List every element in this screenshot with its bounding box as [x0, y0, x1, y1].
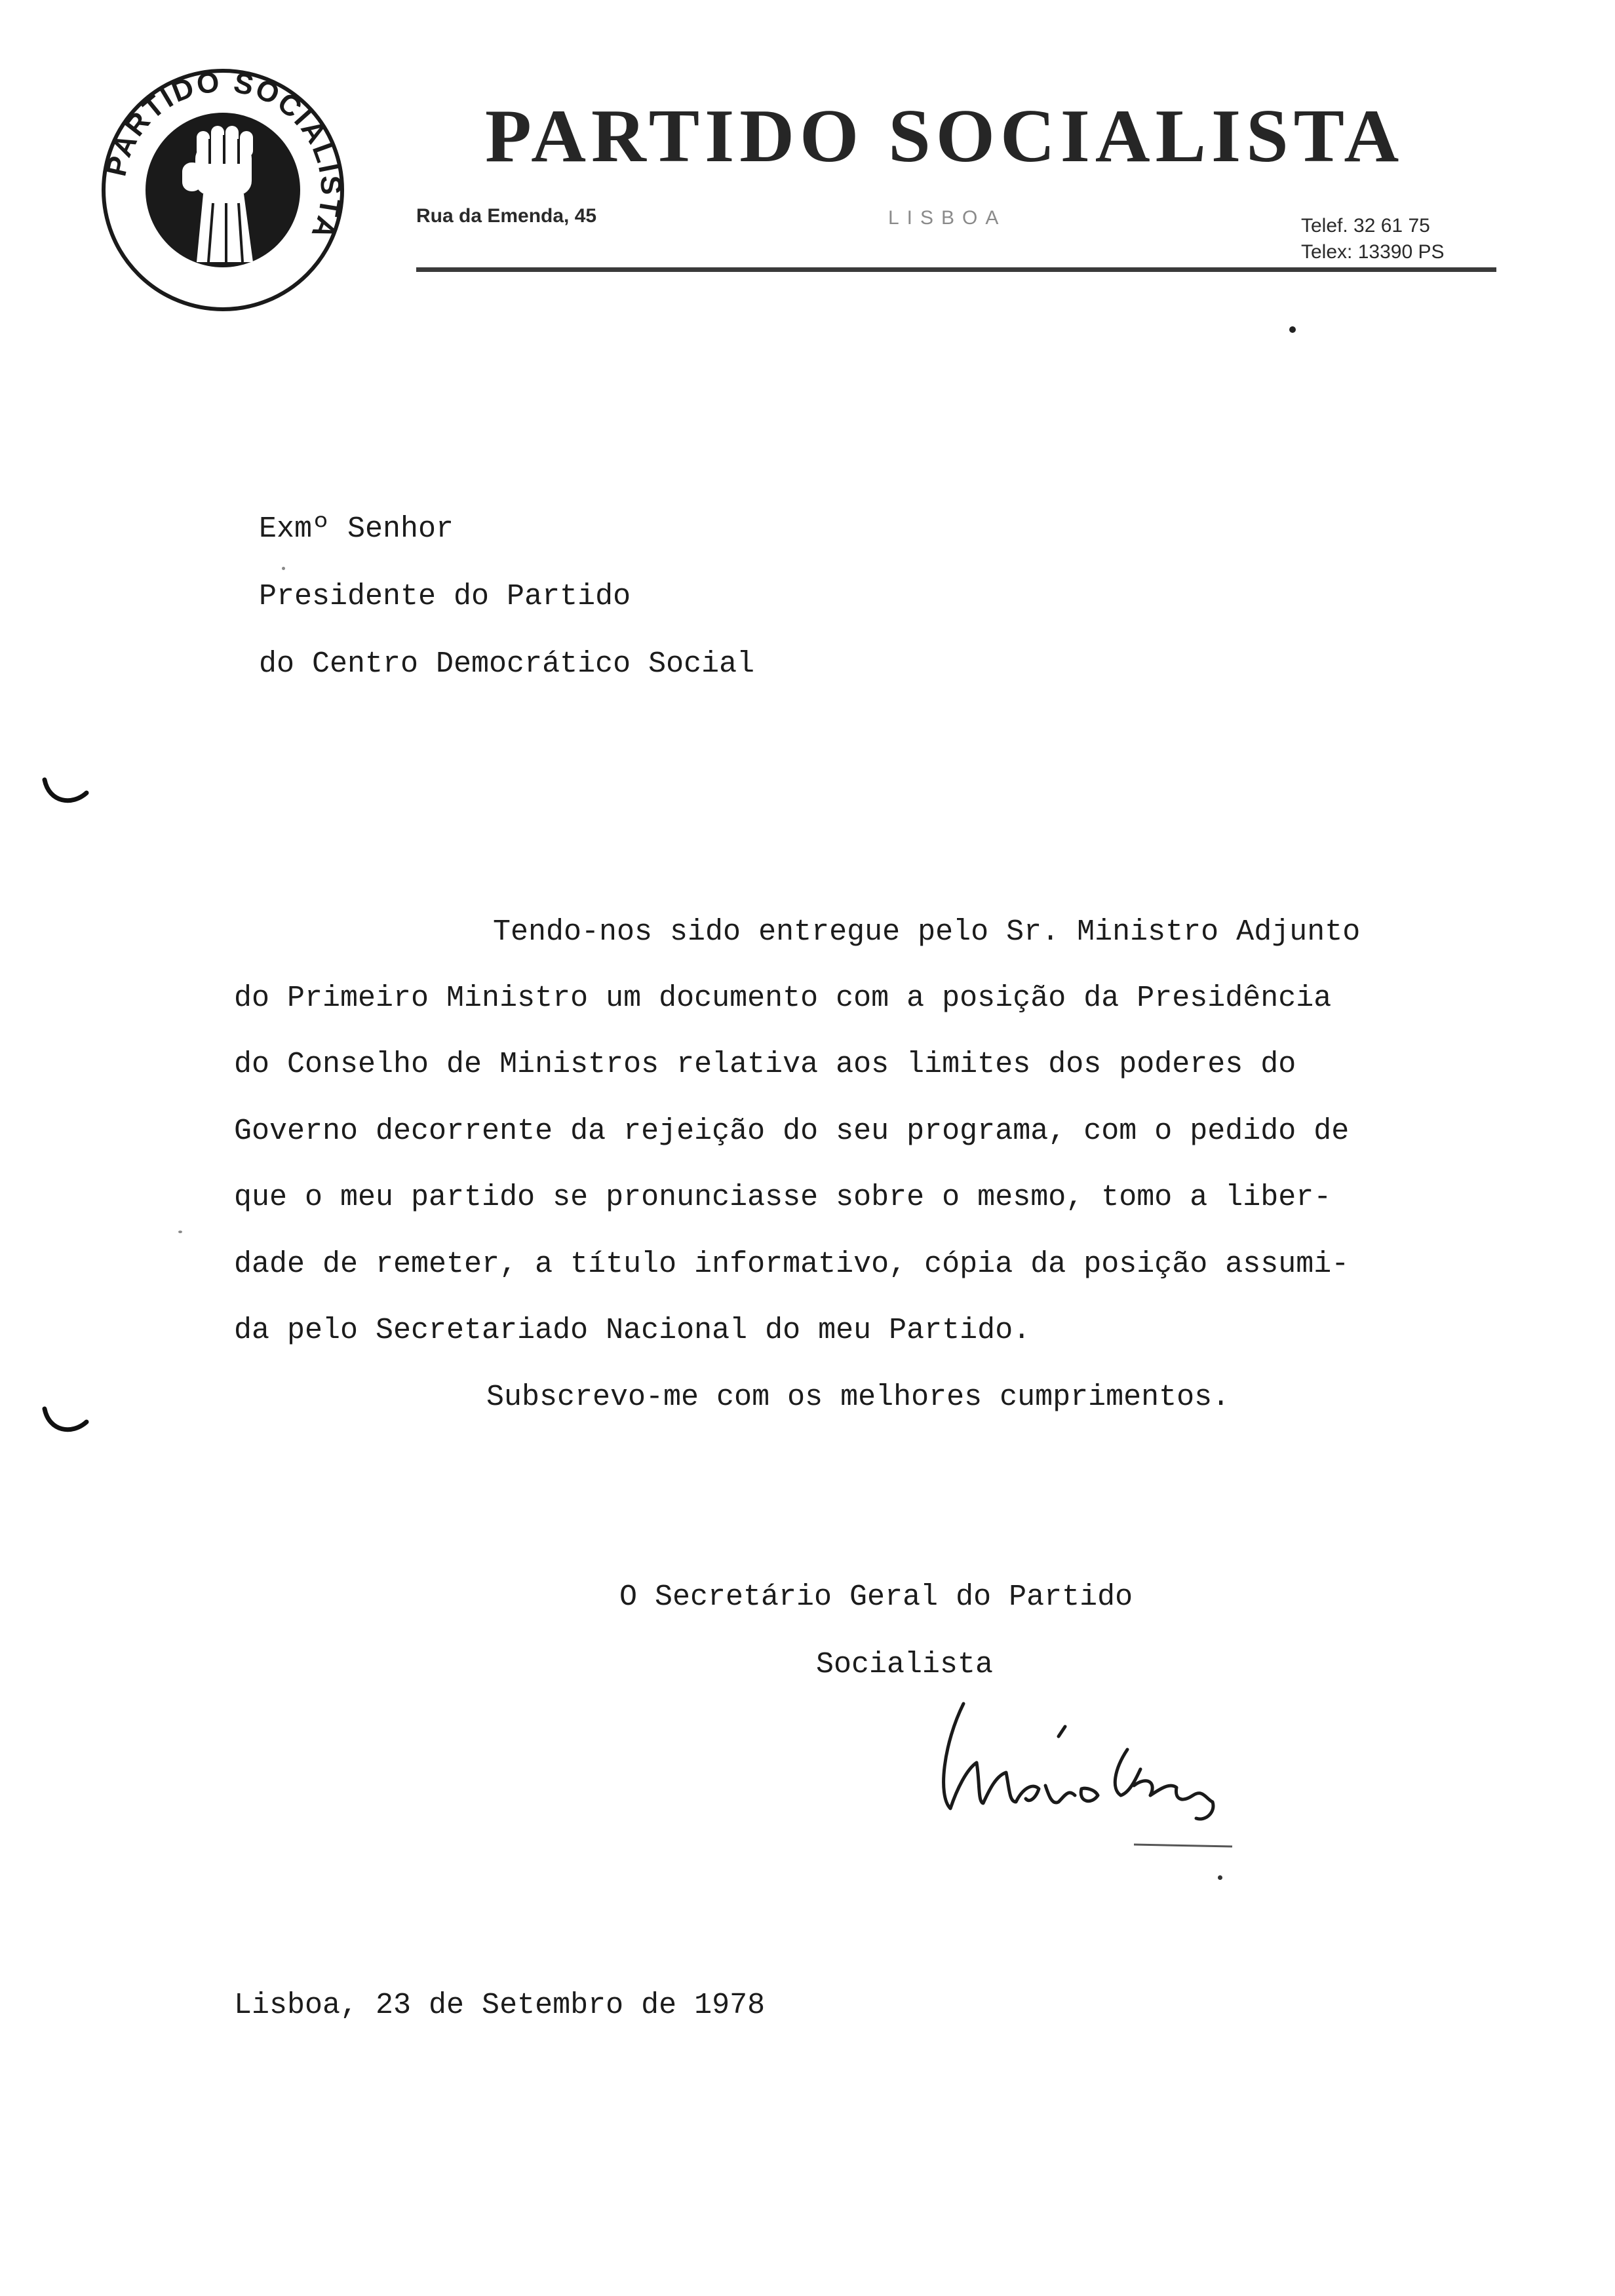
recipient-line: do Centro Democrático Social — [259, 647, 755, 681]
logo-ring-text: PARTIDO SOCIALISTA — [100, 66, 347, 245]
party-logo — [98, 66, 347, 315]
hole-punch-mark — [39, 1402, 92, 1442]
telex: Telex: 13390 PS — [1301, 241, 1445, 263]
body-line: que o meu partido se pronunciasse sobre o mesmo, tomo a liber- — [234, 1181, 1332, 1214]
body-line: dade de remeter, a título informativo, cópia da posição assumi- — [234, 1248, 1350, 1281]
scan-speck — [282, 567, 285, 570]
body-line: da pelo Secretariado Nacional do meu Partido. — [234, 1314, 1031, 1347]
closing-line: Subscrevo-me com os melhores cumprimentos. — [486, 1381, 1230, 1414]
date-line: Lisboa, 23 de Setembro de 1978 — [234, 1989, 766, 2022]
header-rule — [416, 267, 1496, 272]
organization-name: PARTIDO SOCIALISTA — [485, 94, 1405, 178]
hole-punch-mark — [39, 773, 92, 813]
address: Rua da Emenda, 45 — [416, 205, 597, 227]
scan-speck — [1218, 1875, 1222, 1880]
body-line: Tendo-nos sido entregue pelo Sr. Ministro Adjunto — [493, 915, 1361, 949]
handwritten-signature — [918, 1691, 1258, 1861]
recipient-line: Presidente do Partido — [259, 580, 631, 613]
signatory-title: Socialista — [816, 1648, 994, 1681]
body-line: Governo decorrente da rejeição do seu programa, com o pedido de — [234, 1115, 1350, 1148]
signatory-title: O Secretário Geral do Partido — [619, 1580, 1133, 1614]
city: LISBOA — [888, 207, 1007, 229]
body-line: do Conselho de Ministros relativa aos limites dos poderes do — [234, 1048, 1296, 1081]
scan-speck — [1289, 326, 1296, 333]
contact-block — [1301, 213, 1444, 265]
telephone: Telef. 32 61 75 — [1301, 215, 1430, 237]
scan-speck — [178, 1231, 182, 1233]
body-line: do Primeiro Ministro um documento com a posição da Presidência — [234, 982, 1332, 1015]
recipient-line: Exmº Senhor — [259, 512, 454, 546]
